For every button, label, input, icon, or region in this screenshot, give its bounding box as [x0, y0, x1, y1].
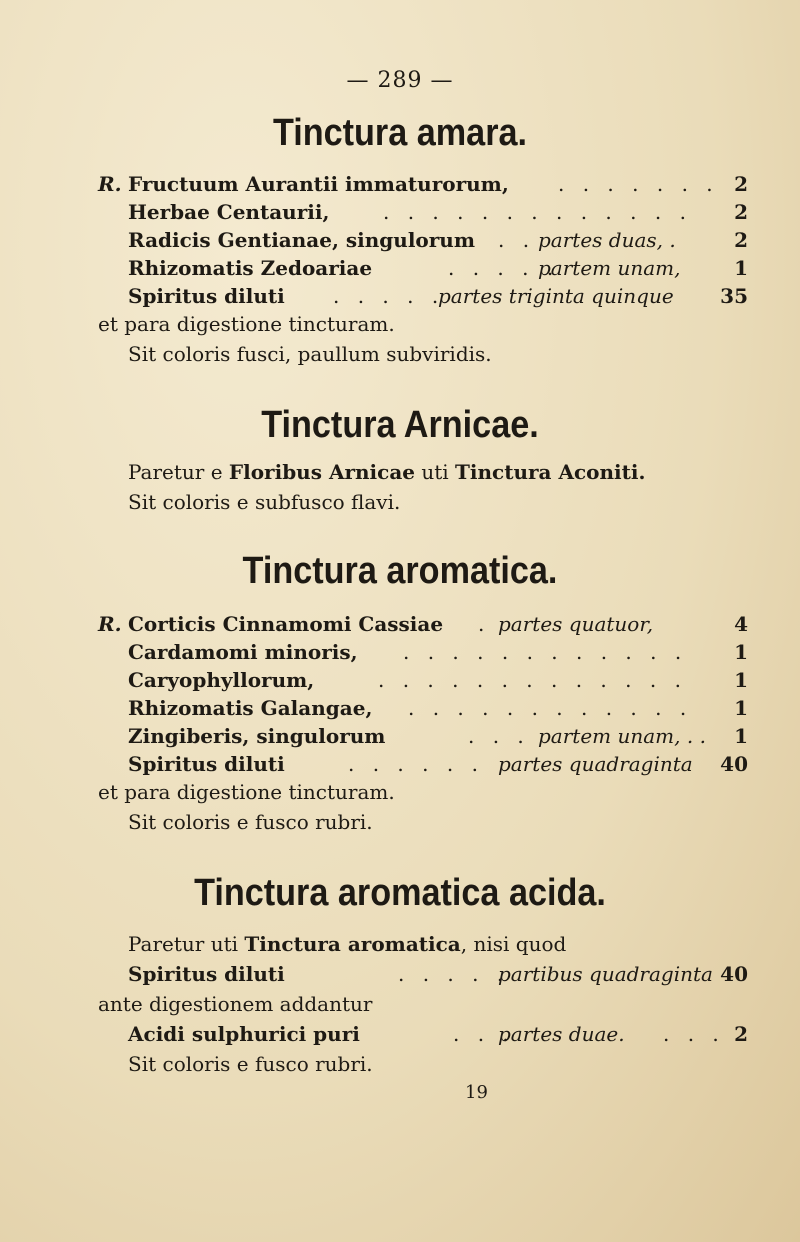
- quantity: 40: [720, 752, 748, 776]
- page-number: — 289 —: [346, 68, 454, 93]
- part-text: partes quadraginta: [498, 752, 693, 776]
- paretur-line: [128, 932, 566, 956]
- ingredient-name: Caryophyllorum,: [128, 668, 315, 692]
- recipe-row: [98, 640, 748, 668]
- quantity: 4: [734, 612, 748, 636]
- quantity: 35: [720, 284, 748, 308]
- recipe-row: [98, 228, 748, 256]
- section-title-tinctura-amara: Tinctura amara.: [272, 112, 528, 154]
- quantity: 1: [734, 724, 748, 748]
- quantity: 2: [734, 228, 748, 252]
- section-title-tinctura-aromatica: Tinctura aromatica.: [242, 550, 558, 592]
- part-text: partes duae.: [498, 1022, 625, 1046]
- quantity: 2: [734, 1022, 748, 1046]
- recipe-row: [98, 696, 748, 724]
- text-line: Sit coloris e fusco rubri.: [128, 1052, 373, 1076]
- bold-text: Floribus Arnicae: [228, 460, 415, 484]
- section-title-tinctura-aromatica-acida: Tinctura aromatica acida.: [194, 872, 606, 914]
- ingredient-name: Cardamomi minoris,: [128, 640, 358, 664]
- recipe-row: [98, 962, 748, 990]
- bold-text: Tinctura aromatica: [244, 932, 461, 956]
- recipe-row: [98, 284, 748, 312]
- ingredient-name: Spiritus diluti: [128, 284, 285, 308]
- quantity: 1: [734, 696, 748, 720]
- recipe-prefix: R.: [98, 612, 122, 636]
- leader-dots: . .: [498, 228, 536, 252]
- recipe-row: [98, 668, 748, 696]
- leader-dots: . . . . .: [333, 284, 445, 308]
- text: Paretur uti: [128, 932, 245, 956]
- leader-dots: .: [478, 612, 491, 636]
- paretur-line: [128, 460, 645, 484]
- quantity: 2: [734, 200, 748, 224]
- part-text: partes quatuor,: [498, 612, 654, 636]
- ingredient-name: Acidi sulphurici puri: [128, 1022, 360, 1046]
- part-text: partes duas, .: [538, 228, 676, 252]
- text: uti: [415, 460, 456, 484]
- section-title-tinctura-arnicae: Tinctura Arnicae.: [261, 404, 539, 446]
- quantity: 1: [734, 668, 748, 692]
- quantity: 1: [734, 640, 748, 664]
- signature-mark: 19: [465, 1082, 488, 1103]
- recipe-prefix: R.: [98, 172, 122, 196]
- recipe-row: [98, 1022, 748, 1050]
- quantity: 1: [734, 256, 748, 280]
- text: Paretur e: [128, 460, 229, 484]
- ingredient-name: Spiritus diluti: [128, 962, 285, 986]
- leader-dots: . . . . . . .: [558, 172, 719, 196]
- text-line: et para digestione tincturam.: [98, 780, 395, 804]
- ingredient-name: Radicis Gentianae, singulorum: [128, 228, 476, 252]
- text-line: Sit coloris fusci, paullum subviridis.: [128, 342, 492, 366]
- leader-dots: . . .: [663, 1022, 725, 1046]
- ingredient-name: Spiritus diluti: [128, 752, 285, 776]
- text-line: et para digestione tincturam.: [98, 312, 395, 336]
- recipe-row: [98, 612, 748, 640]
- text-line: Sit coloris e fusco rubri.: [128, 810, 373, 834]
- ingredient-name: Fructuum Aurantii immaturorum,: [128, 172, 509, 196]
- quantity: 2: [734, 172, 748, 196]
- leader-dots: . . .: [468, 724, 530, 748]
- part-text: partibus quadraginta: [498, 962, 713, 986]
- quantity: 40: [720, 962, 748, 986]
- recipe-row: [98, 256, 748, 284]
- leader-dots: . . . . . . . . . . . .: [403, 640, 688, 664]
- recipe-row: [98, 172, 748, 200]
- leader-dots: . . . . .: [448, 256, 560, 280]
- ingredient-name: Corticis Cinnamomi Cassiae: [128, 612, 444, 636]
- recipe-row: [98, 724, 748, 752]
- text-line: ante digestionem addantur: [98, 992, 373, 1016]
- ingredient-name: Herbae Centaurii,: [128, 200, 330, 224]
- bold-text: Tinctura Aconiti.: [455, 460, 646, 484]
- leader-dots: . . . . . . . . . . . . .: [383, 200, 692, 224]
- leader-dots: . . .: [453, 1022, 515, 1046]
- part-text: partes triginta quinque: [438, 284, 674, 308]
- part-text: partem unam,: [538, 256, 681, 280]
- leader-dots: . . . . . .: [348, 752, 484, 776]
- leader-dots: . . . . . . . . . . . .: [408, 696, 693, 720]
- part-text: partem unam, . .: [538, 724, 706, 748]
- recipe-row: [98, 752, 748, 780]
- ingredient-name: Rhizomatis Zedoariae: [128, 256, 373, 280]
- leader-dots: . . . . . . . . . . . . .: [378, 668, 687, 692]
- leader-dots: . . . . .: [398, 962, 510, 986]
- recipe-row: [98, 200, 748, 228]
- text: , nisi quod: [460, 932, 567, 956]
- ingredient-name: Rhizomatis Galangae,: [128, 696, 373, 720]
- ingredient-name: Zingiberis, singulorum: [128, 724, 386, 748]
- text-line: Sit coloris e subfusco flavi.: [128, 490, 401, 514]
